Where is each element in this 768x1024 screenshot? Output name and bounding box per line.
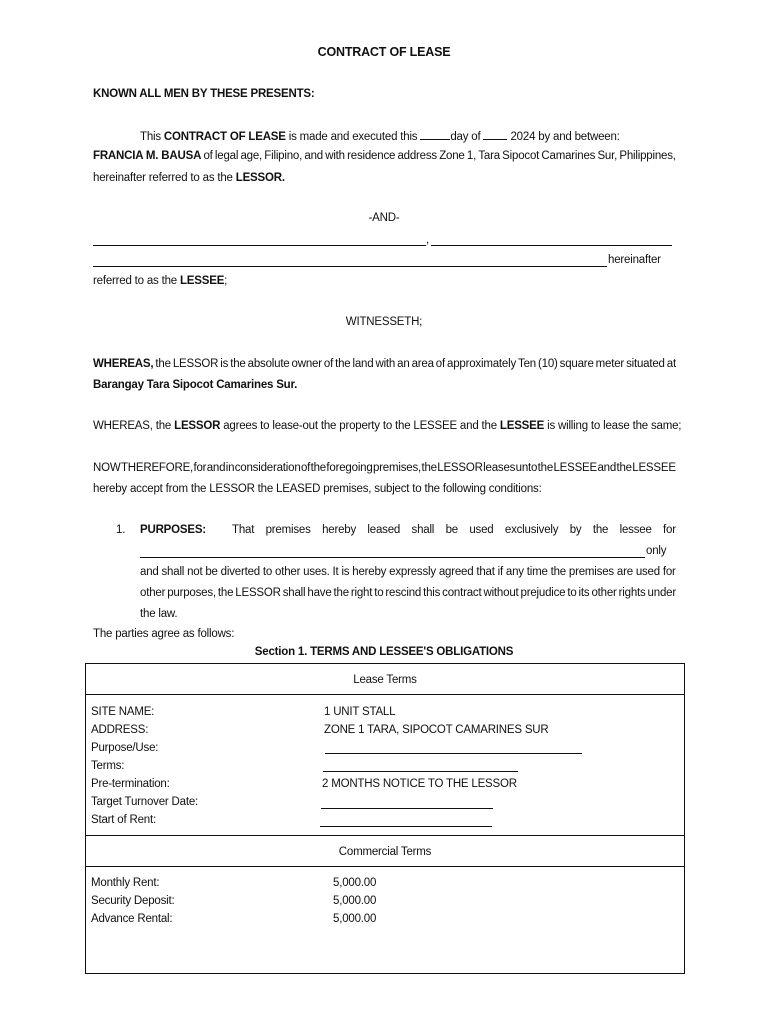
and-separator: -AND- <box>368 212 400 224</box>
site-name-label: SITE NAME: <box>91 706 155 718</box>
monthly-rent-value: 5,000.00 <box>333 877 377 889</box>
address-label: ADDRESS: <box>91 724 149 736</box>
security-deposit-value: 5,000.00 <box>333 895 377 907</box>
opening-heading: KNOWN ALL MEN BY THESE PRESENTS: <box>93 88 315 100</box>
lessee-name-blank[interactable] <box>93 245 426 246</box>
start-of-rent-blank[interactable] <box>320 826 492 827</box>
parties-agree: The parties agree as follows: <box>93 628 235 640</box>
purpose-use-blank[interactable] <box>325 753 582 754</box>
lessor-line: FRANCIA M. BAUSA of legal age, Filipino, and with residence address Zone 1, Tara Sipocot Camarines Sur, Philippines, <box>93 150 676 162</box>
purposes-line-4: other purposes, the LESSOR shall have the right to rescind this contract without prejudice to its other rights under <box>140 587 676 599</box>
terms-blank[interactable] <box>323 771 518 772</box>
lessee-designation: referred to as the LESSEE; <box>93 275 228 287</box>
purposes-number: 1. <box>116 524 126 536</box>
purpose-blank[interactable] <box>140 557 645 558</box>
now-therefore-line-2: hereby accept from the LESSOR the LEASED premises, subject to the following conditions: <box>93 483 542 495</box>
commercial-terms-header: Commercial Terms <box>338 846 432 858</box>
security-deposit-label: Security Deposit: <box>91 895 175 907</box>
advance-rental-value: 5,000.00 <box>333 913 377 925</box>
lessee-hereinafter: hereinafter <box>608 254 661 266</box>
lessee-address-blank[interactable] <box>93 266 607 267</box>
table-divider <box>85 866 685 867</box>
purposes-line-1: That premises hereby leased shall be used exclusively by the lessee for <box>232 524 676 536</box>
witnesseth-heading: WITNESSETH; <box>345 316 423 328</box>
lessee-comma: , <box>426 234 429 246</box>
whereas-2-line: WHEREAS, the LESSOR agrees to lease-out the property to the LESSEE and the LESSEE is willing to lease the same; <box>93 420 682 432</box>
month-blank[interactable] <box>483 129 507 140</box>
day-blank[interactable] <box>420 129 450 140</box>
table-divider <box>85 694 685 695</box>
intro-line-1: This CONTRACT OF LEASE is made and executed this day of 2024 by and between: <box>140 131 620 143</box>
turnover-date-blank[interactable] <box>321 808 493 809</box>
pre-termination-value: 2 MONTHS NOTICE TO THE LESSOR <box>322 778 517 790</box>
terms-label: Terms: <box>91 760 125 772</box>
whereas-1-line: WHEREAS, the LESSOR is the absolute owner of the land with an area of approximately Ten (10) square meter situated at <box>93 358 676 370</box>
purposes-line-5: the law. <box>140 608 178 620</box>
purposes-only: only <box>646 545 667 557</box>
document-title: CONTRACT OF LEASE <box>317 45 451 59</box>
purposes-label: PURPOSES: <box>140 524 206 536</box>
lessee-detail-blank[interactable] <box>431 245 672 246</box>
pre-termination-label: Pre-termination: <box>91 778 170 790</box>
start-of-rent-label: Start of Rent: <box>91 814 156 826</box>
purpose-use-label: Purpose/Use: <box>91 742 159 754</box>
lease-terms-header: Lease Terms <box>353 674 417 686</box>
lessor-designation: hereinafter referred to as the LESSOR. <box>93 172 285 184</box>
advance-rental-label: Advance Rental: <box>91 913 173 925</box>
monthly-rent-label: Monthly Rent: <box>91 877 160 889</box>
lessor-name: FRANCIA M. BAUSA <box>93 150 202 162</box>
address-value: ZONE 1 TARA, SIPOCOT CAMARINES SUR <box>324 724 549 736</box>
property-location: Barangay Tara Sipocot Camarines Sur. <box>93 379 298 391</box>
now-therefore-line: NOW THEREFORE, for and in consideration of the foregoing premises, the LESSOR leases unto the LESSEE and the LESSEE <box>93 462 676 474</box>
section-title: Section 1. TERMS AND LESSEE'S OBLIGATIONS <box>254 646 514 658</box>
table-divider <box>85 835 685 836</box>
site-name-value: 1 UNIT STALL <box>324 706 396 718</box>
purposes-line-3: and shall not be diverted to other uses. It is hereby expressly agreed that if any time the premises are used for <box>140 566 676 578</box>
turnover-date-label: Target Turnover Date: <box>91 796 199 808</box>
